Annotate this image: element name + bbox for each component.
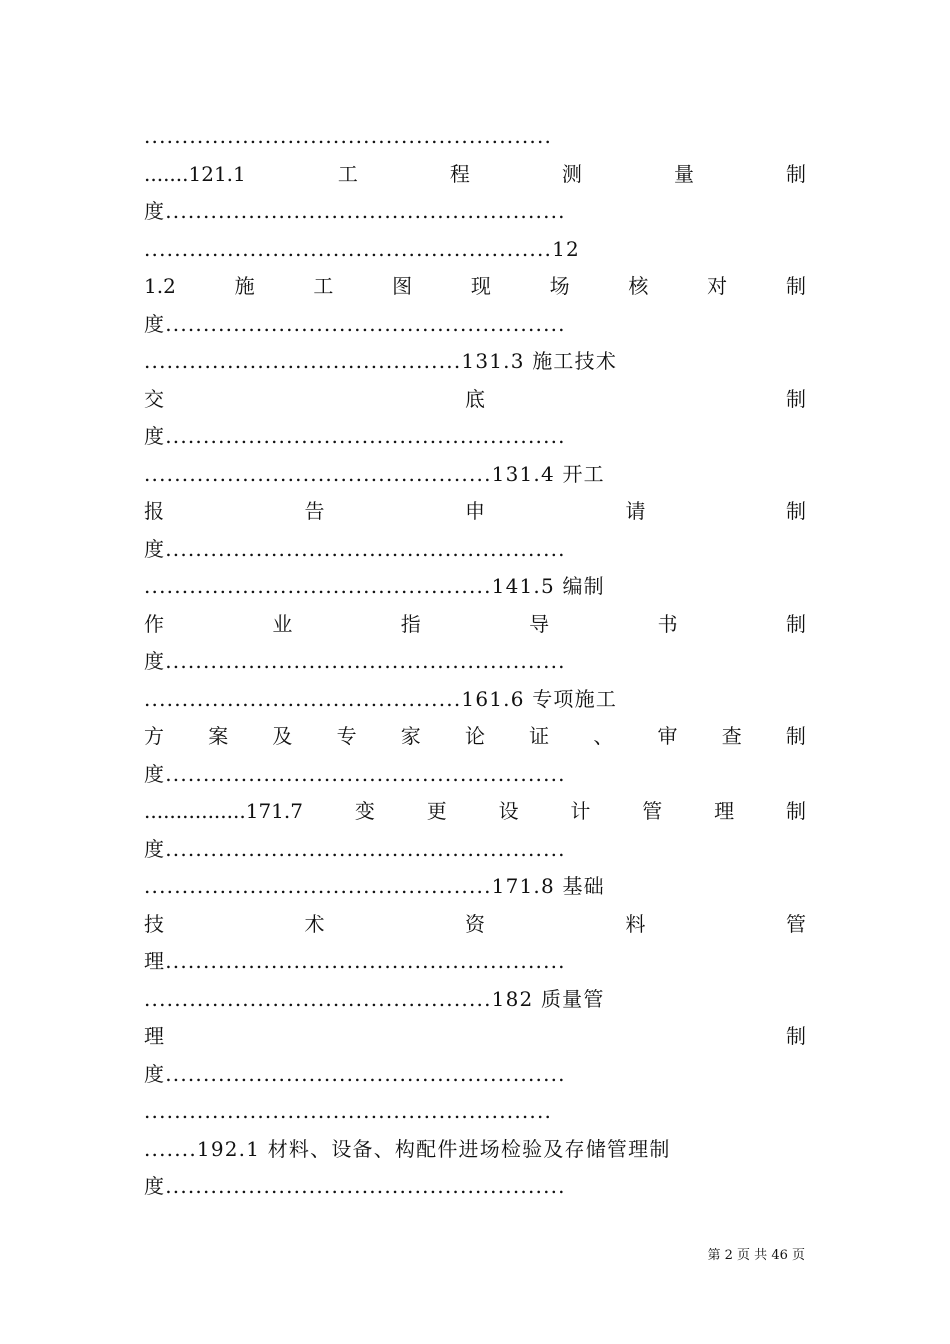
toc-line-fragment: 图 — [392, 274, 413, 298]
toc-line-fragment: 论 — [464, 724, 485, 748]
toc-line: 理..................................................... — [144, 949, 566, 973]
toc-line: 度..................................................... — [144, 1174, 566, 1198]
table-of-contents — [144, 118, 806, 1206]
toc-line: .......192.1 材料、设备、构配件进场检验及存储管理制 — [144, 1136, 671, 1161]
toc-line-fragment: 书 — [657, 611, 678, 636]
toc-line-fragment: 制 — [786, 1024, 806, 1048]
toc-line-fragment: 对 — [707, 274, 728, 298]
toc-line-fragment: 程 — [449, 161, 470, 186]
toc-line: 度..................................................... — [144, 536, 566, 561]
toc-line: ......................................................12 — [144, 236, 580, 261]
toc-line-fragment: 交 — [144, 386, 164, 411]
toc-line-fragment: 制 — [786, 386, 806, 411]
toc-line: 度..................................................... — [144, 836, 566, 861]
toc-line-fragment: 更 — [426, 799, 447, 823]
toc-line-fragment: 管 — [786, 911, 806, 936]
toc-line — [144, 718, 806, 756]
toc-line-fragment: 底 — [465, 386, 485, 411]
toc-line-fragment: 查 — [721, 724, 742, 748]
toc-line-fragment: 核 — [628, 274, 649, 298]
toc-line-fragment: 制 — [785, 611, 806, 636]
toc-line-fragment: 现 — [470, 274, 491, 298]
toc-line-fragment: 1.2 — [144, 274, 176, 298]
toc-line-fragment: .......121.1 — [144, 161, 246, 186]
toc-line: 度..................................................... — [144, 424, 566, 448]
toc-line: ...................................................... — [144, 124, 553, 148]
toc-line-fragment: 指 — [400, 611, 421, 636]
toc-line-fragment: 技 — [144, 911, 164, 936]
toc-line-fragment: 、 — [593, 724, 614, 748]
toc-line-fragment: 作 — [144, 611, 164, 636]
toc-line: 度..................................................... — [144, 649, 566, 673]
toc-line — [144, 906, 806, 944]
toc-line-fragment: 设 — [498, 799, 519, 823]
toc-line-fragment: 管 — [642, 799, 663, 823]
toc-line: ..............................................182 质量管 — [144, 986, 605, 1011]
toc-line-fragment: 量 — [673, 161, 694, 186]
toc-line-fragment: 报 — [144, 499, 164, 523]
toc-line-fragment: 料 — [625, 911, 646, 936]
toc-line: ..............................................131.4 开工 — [144, 461, 605, 486]
toc-line: 度..................................................... — [144, 761, 566, 786]
toc-line: ..............................................171.8 基础 — [144, 874, 605, 898]
toc-line-fragment: 制 — [785, 724, 806, 748]
toc-line-fragment: 计 — [570, 799, 591, 823]
toc-line-fragment: 制 — [786, 499, 806, 523]
toc-line-fragment: 工 — [313, 274, 334, 298]
toc-line: ..........................................131.3 施工技术 — [144, 349, 618, 373]
toc-line: ...................................................... — [144, 1099, 553, 1123]
toc-line-fragment: 理 — [714, 799, 735, 823]
toc-line: 度..................................................... — [144, 311, 566, 336]
page-footer: 第 2 页 共 46 页 — [707, 1248, 805, 1263]
toc-line-fragment: 告 — [304, 499, 325, 523]
toc-line — [144, 381, 806, 419]
toc-line-fragment: 场 — [549, 274, 570, 298]
toc-line-fragment: ................171.7 — [144, 799, 303, 823]
toc-line — [144, 793, 806, 831]
toc-line-fragment: 测 — [561, 161, 582, 186]
toc-line-fragment: 申 — [465, 499, 485, 523]
toc-line-fragment: 业 — [272, 611, 293, 636]
toc-line — [144, 493, 806, 531]
toc-line-fragment: 家 — [400, 724, 421, 748]
toc-line — [144, 1018, 806, 1056]
toc-line-fragment: 制 — [786, 799, 806, 823]
toc-line: 度..................................................... — [144, 199, 566, 223]
toc-line — [144, 606, 806, 644]
toc-line: ..........................................161.6 专项施工 — [144, 686, 618, 711]
toc-line — [144, 156, 806, 194]
toc-line-fragment: 制 — [785, 274, 806, 298]
toc-line: 度..................................................... — [144, 1061, 566, 1086]
toc-line-fragment: 证 — [529, 724, 550, 748]
toc-line-fragment: 制 — [786, 161, 806, 186]
toc-line-fragment: 变 — [354, 799, 375, 823]
toc-line-fragment: 理 — [144, 1024, 164, 1048]
toc-line-fragment: 审 — [657, 724, 678, 748]
toc-line-fragment: 专 — [336, 724, 357, 748]
toc-line-fragment: 案 — [208, 724, 229, 748]
toc-line — [144, 268, 806, 306]
toc-line-fragment: 工 — [337, 161, 358, 186]
toc-line-fragment: 施 — [234, 274, 255, 298]
toc-line-fragment: 导 — [529, 611, 550, 636]
toc-line: ..............................................141.5 编制 — [144, 574, 605, 598]
toc-line-fragment: 及 — [272, 724, 293, 748]
toc-line-fragment: 方 — [144, 724, 164, 748]
toc-line-fragment: 术 — [304, 911, 325, 936]
toc-line-fragment: 资 — [465, 911, 485, 936]
toc-line-fragment: 请 — [625, 499, 646, 523]
